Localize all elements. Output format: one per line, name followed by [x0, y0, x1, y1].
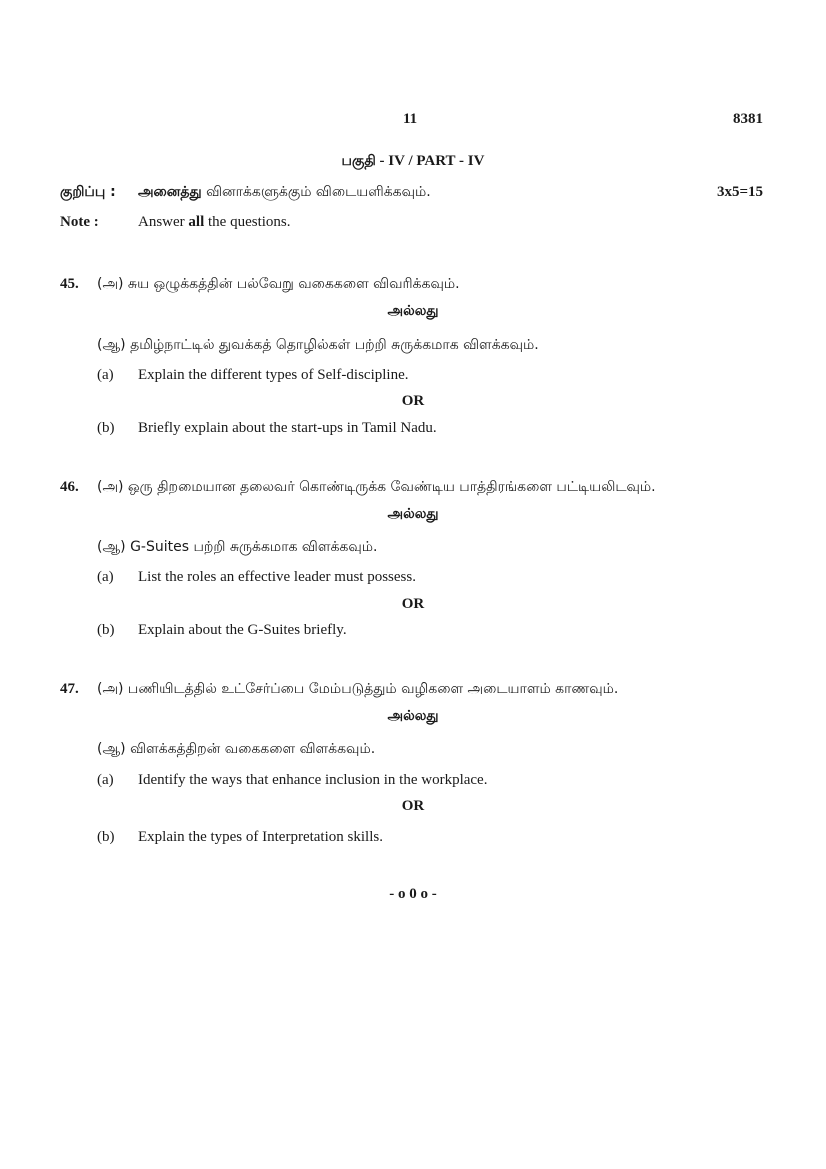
- note-english-pre: Answer: [138, 214, 185, 230]
- question-tamil-a: (அ) பணியிடத்தில் உட்சேர்ப்பை மேம்படுத்தும் வழிகளை அடையாளம் காணவும்.: [97, 681, 619, 697]
- end-of-paper-mark: - o 0 o -: [389, 886, 437, 902]
- or-tamil: அல்லது: [387, 506, 439, 522]
- option-a-label: (a): [97, 772, 114, 788]
- or-english: OR: [401, 393, 425, 409]
- question-number: 45.: [60, 276, 79, 292]
- question-english-a: Explain the different types of Self-discipline.: [138, 367, 409, 383]
- note-english-bold: all: [188, 214, 205, 230]
- option-a-label: (a): [97, 569, 114, 585]
- note-english-label: Note :: [60, 214, 99, 230]
- question-number: 46.: [60, 479, 79, 495]
- note-tamil-label: குறிப்பு :: [60, 184, 116, 200]
- question-tamil-a: (அ) சுய ஒழுக்கத்தின் பல்வேறு வகைகளை விவரிக்கவும்.: [97, 276, 460, 292]
- question-tamil-b: (ஆ) தமிழ்நாட்டில் துவக்கத் தொழில்கள் பற்றி சுருக்கமாக விளக்கவும்.: [97, 337, 539, 353]
- option-b-label: (b): [97, 622, 115, 638]
- part-title-tamil: பகுதி: [341, 153, 376, 169]
- question-tamil-b: (ஆ) விளக்கத்திறன் வகைகளை விளக்கவும்.: [97, 741, 376, 757]
- page-number: 11: [403, 111, 418, 127]
- question-english-a: List the roles an effective leader must possess.: [138, 569, 416, 585]
- question-english-b: Explain about the G-Suites briefly.: [138, 622, 347, 638]
- option-b-label: (b): [97, 829, 115, 845]
- or-tamil: அல்லது: [387, 303, 439, 319]
- part-title-english: - IV / PART - IV: [379, 153, 485, 169]
- note-english-post: the questions.: [208, 214, 291, 230]
- question-tamil-a: (அ) ஒரு திறமையான தலைவர் கொண்டிருக்க வேண்டிய பாத்திரங்களை பட்டியலிடவும்.: [97, 479, 656, 495]
- question-english-a: Identify the ways that enhance inclusion in the workplace.: [138, 772, 488, 788]
- or-english: OR: [401, 798, 425, 814]
- or-tamil: அல்லது: [387, 708, 439, 724]
- note-tamil-text: [138, 184, 431, 202]
- note-english-text: [138, 214, 291, 231]
- part-title: [0, 153, 826, 171]
- option-b-label: (b): [97, 420, 115, 436]
- option-a-label: (a): [97, 367, 114, 383]
- or-english: OR: [401, 596, 425, 612]
- question-english-b: Explain the types of Interpretation skills.: [138, 829, 383, 845]
- question-tamil-b: (ஆ) G-Suites பற்றி சுருக்கமாக விளக்கவும்.: [97, 539, 378, 555]
- note-tamil-bold: அனைத்து: [138, 184, 202, 200]
- question-english-b: Briefly explain about the start-ups in Tamil Nadu.: [138, 420, 437, 436]
- marks-label: 3x5=15: [717, 184, 764, 200]
- question-paper-code: 8381: [733, 111, 763, 127]
- note-tamil-rest: வினாக்களுக்கும் விடையளிக்கவும்.: [206, 184, 431, 200]
- question-number: 47.: [60, 681, 79, 697]
